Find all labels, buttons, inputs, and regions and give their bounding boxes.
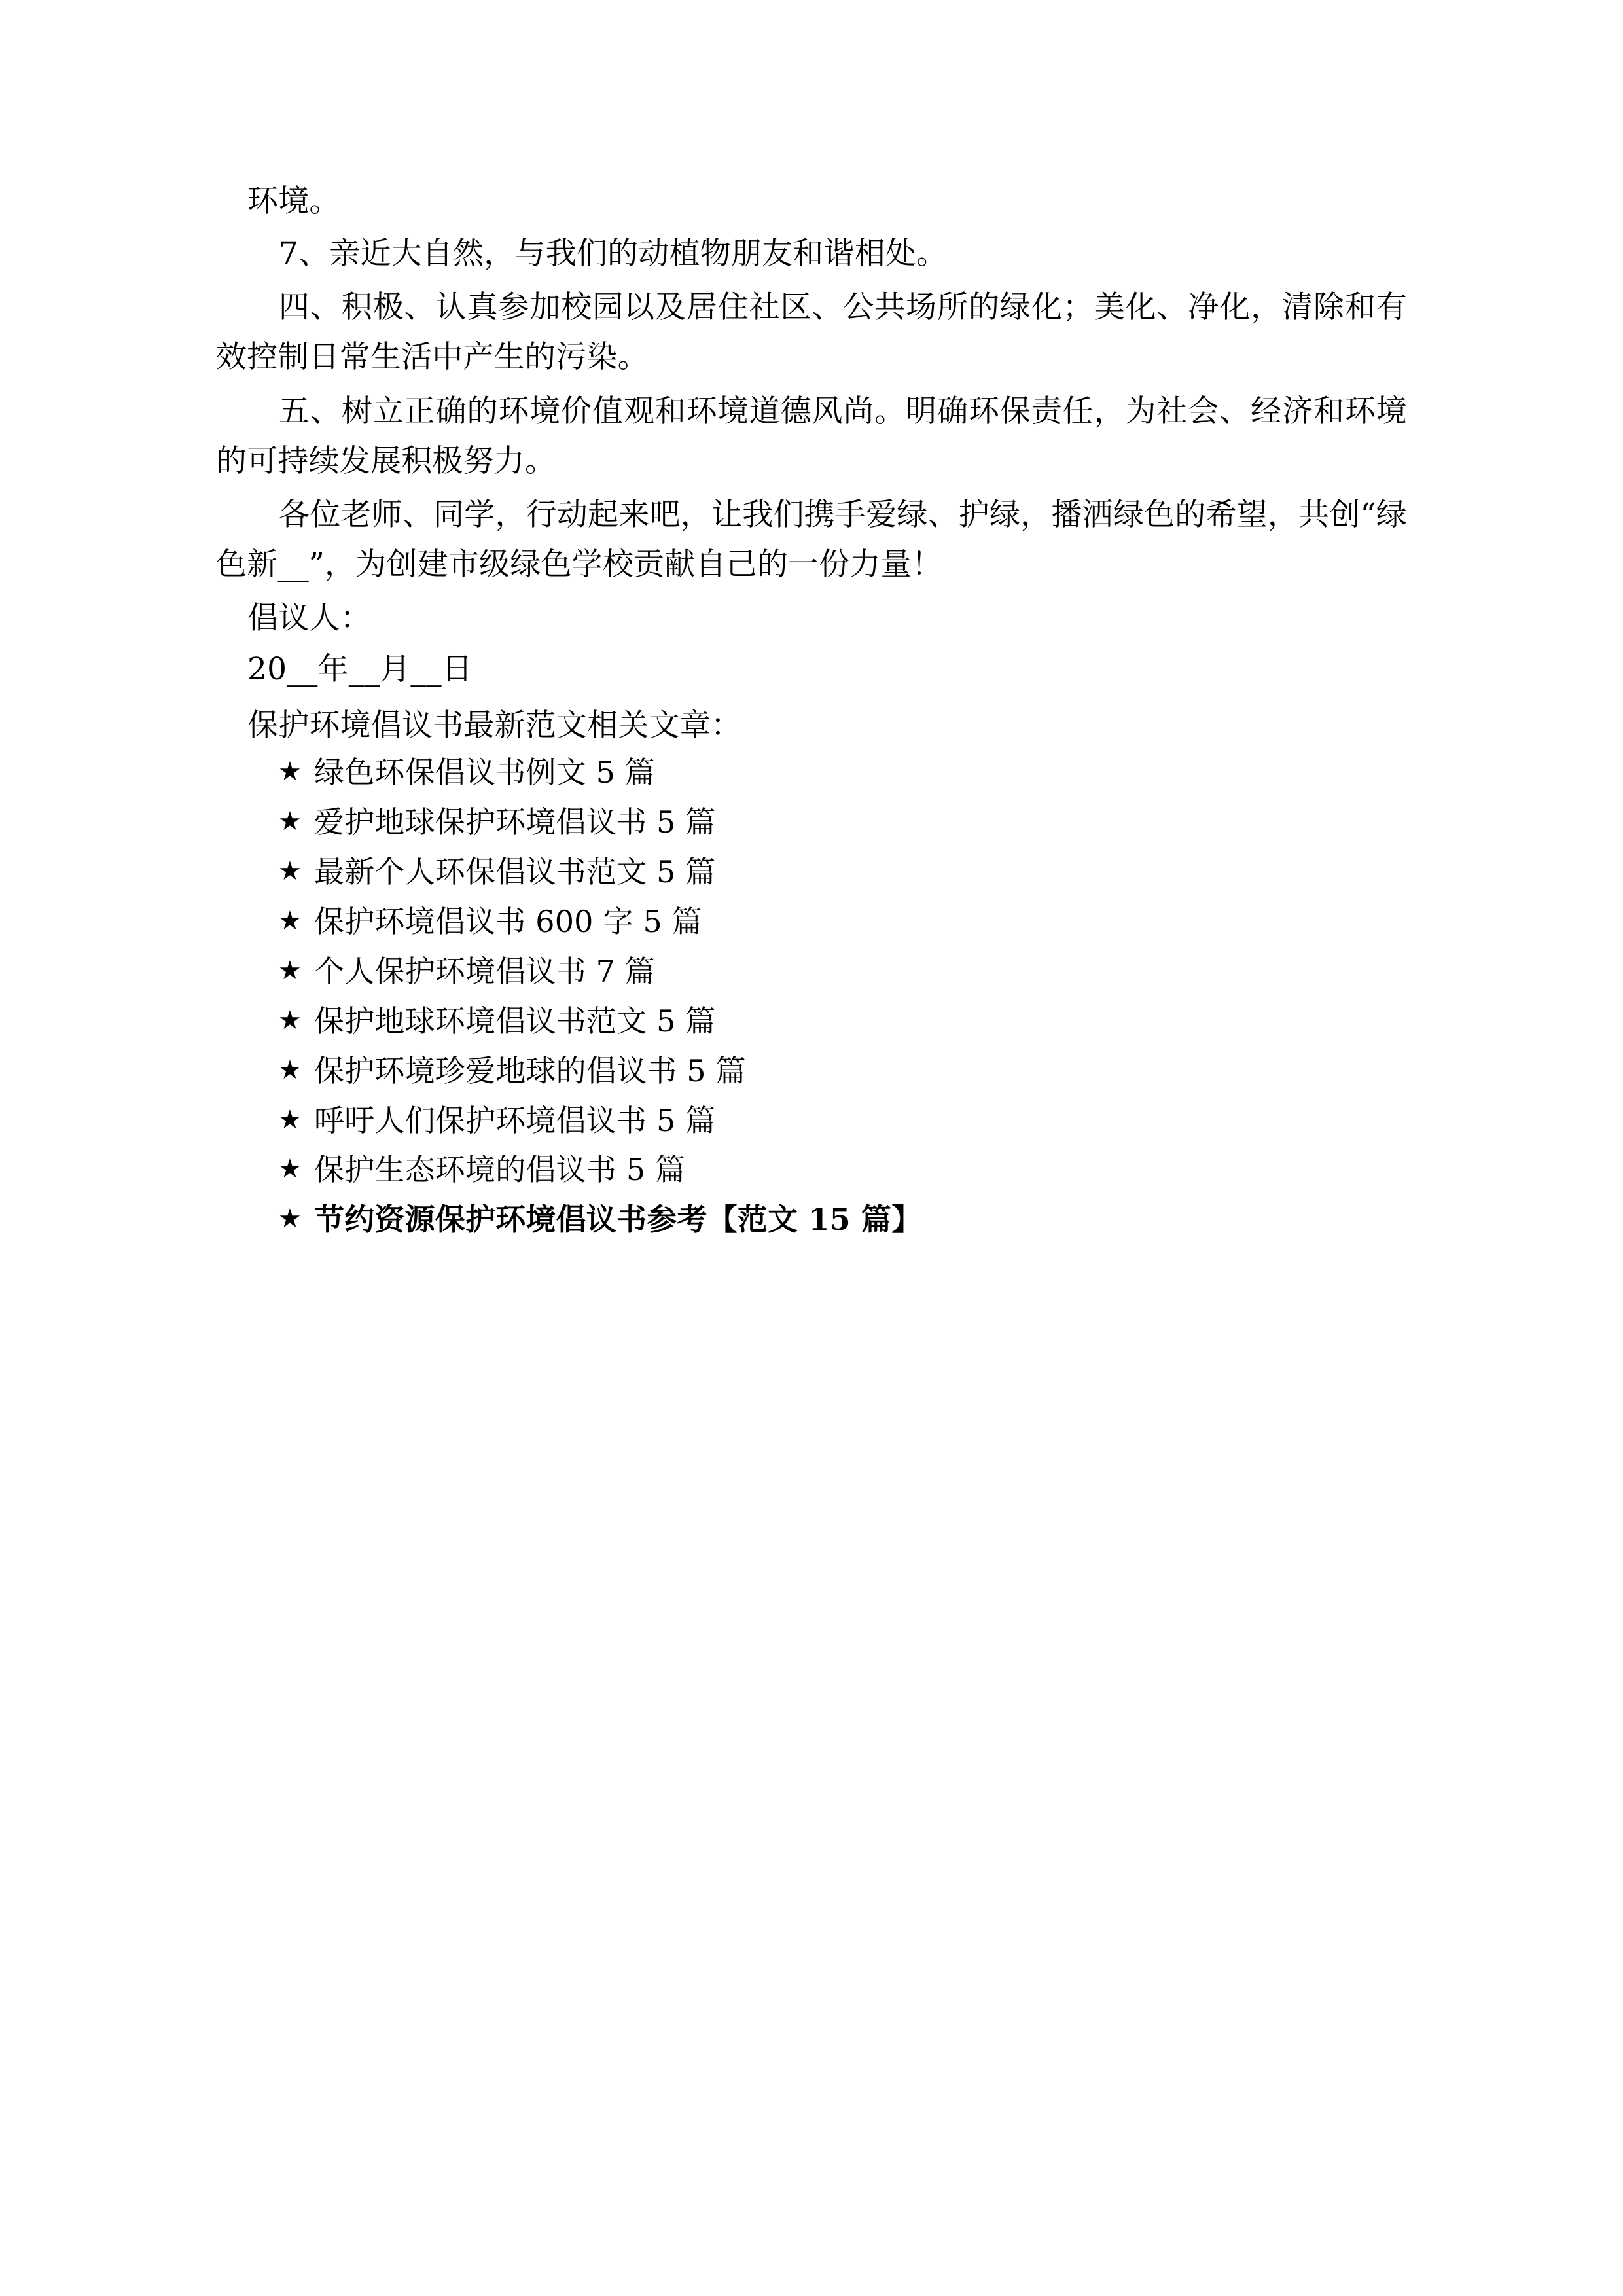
related-article-link[interactable]: 保护环境倡议书 600 字 5 篇 xyxy=(314,904,702,939)
list-item[interactable] xyxy=(216,853,1407,891)
related-article-link[interactable]: 保护地球环境倡议书范文 5 篇 xyxy=(314,1003,716,1039)
paragraph-closing-call: 各位老师、同学，行动起来吧，让我们携手爱绿、护绿，播洒绿色的希望，共创“绿色新__”，为创建市级绿色学校贡献自己的一份力量！ xyxy=(216,496,1407,583)
paragraph-section-four: 四、积极、认真参加校园以及居住社区、公共场所的绿化；美化、净化，清除和有效控制日常生活中产生的污染。 xyxy=(216,289,1407,376)
related-articles-title: 保护环境倡议书最新范文相关文章： xyxy=(247,708,742,744)
related-article-link[interactable]: 呼吁人们保护环境倡议书 5 篇 xyxy=(314,1102,716,1138)
star-icon: ★ xyxy=(278,1005,302,1035)
list-item[interactable] xyxy=(216,903,1407,941)
related-articles-list xyxy=(216,753,1407,1239)
star-icon: ★ xyxy=(278,1054,302,1085)
star-icon: ★ xyxy=(278,1204,302,1234)
star-icon: ★ xyxy=(278,906,302,936)
list-item[interactable] xyxy=(216,1151,1407,1189)
related-article-link[interactable]: 爱护地球保护环境倡议书 5 篇 xyxy=(314,804,716,840)
list-item[interactable] xyxy=(216,753,1407,792)
related-article-link[interactable]: 最新个人环保倡议书范文 5 篇 xyxy=(314,854,716,890)
paragraph-item-7: 7、亲近大自然，与我们的动植物朋友和谐相处。 xyxy=(279,236,948,272)
list-item[interactable] xyxy=(216,1200,1407,1239)
signature-proposer-label: 倡议人： xyxy=(247,600,371,636)
related-article-link[interactable]: 个人保护环境倡议书 7 篇 xyxy=(314,953,656,989)
list-item[interactable] xyxy=(216,1002,1407,1041)
paragraph-environment-continuation: 环境。 xyxy=(247,183,340,219)
related-article-link[interactable]: 绿色环保倡议书例文 5 篇 xyxy=(314,755,656,791)
star-icon: ★ xyxy=(278,955,302,986)
list-item[interactable] xyxy=(216,952,1407,991)
list-item[interactable] xyxy=(216,803,1407,842)
star-icon: ★ xyxy=(278,1104,302,1135)
related-article-link[interactable]: 保护生态环境的倡议书 5 篇 xyxy=(314,1152,686,1188)
star-icon: ★ xyxy=(278,806,302,837)
paragraph-section-five: 五、树立正确的环境价值观和环境道德风尚。明确环保责任，为社会、经济和环境的可持续发展积极努力。 xyxy=(216,393,1407,479)
star-icon: ★ xyxy=(278,1154,302,1185)
related-article-link[interactable]: 节约资源保护环境倡议书参考【范文 15 篇】 xyxy=(314,1202,922,1238)
star-icon: ★ xyxy=(278,856,302,887)
document-body xyxy=(216,177,1407,1239)
list-item[interactable] xyxy=(216,1052,1407,1090)
signature-date-label: 20__年__月__日 xyxy=(247,651,473,688)
star-icon: ★ xyxy=(278,757,302,787)
related-article-link[interactable]: 保护环境珍爱地球的倡议书 5 篇 xyxy=(314,1052,746,1088)
list-item[interactable] xyxy=(216,1102,1407,1140)
